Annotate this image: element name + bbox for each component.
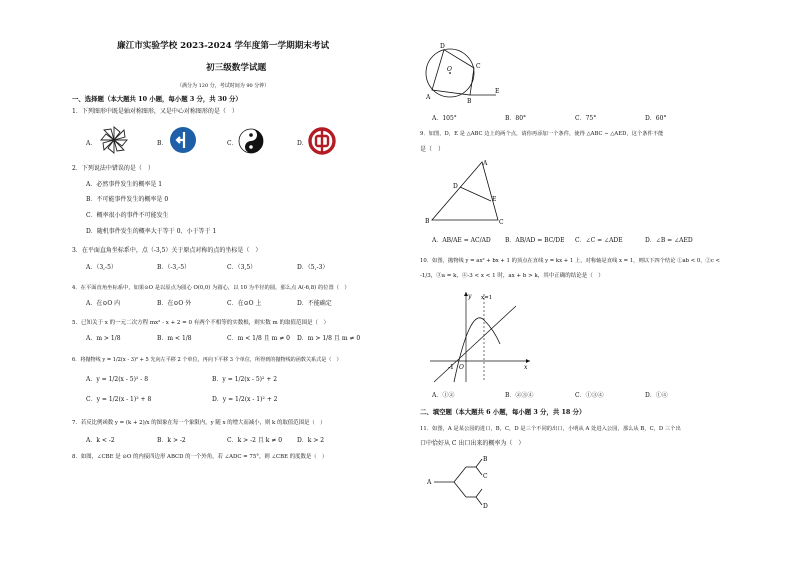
exam-title: 廉江市实验学校 2023-2024 学年度第一学期期末考试 [117, 41, 330, 51]
q10-graph-figure [426, 286, 536, 386]
q4-option-b: B．在⊙O 外 [157, 300, 192, 307]
q3-stem: 3．在平面直角坐标系中，点（-3,5）关于原点对称的点的坐标是（ ） [72, 247, 262, 254]
q5-option-a: A．m > 1/8 [86, 335, 121, 342]
q2-option-a: A．必然事件发生的概率是 1 [86, 181, 163, 188]
q1-label-d: D． [297, 140, 308, 147]
q7-stem: 7．若反比例函数 y = (k + 2)/x 的图象在每一个象限内，y 随 x 的增大而减小，则 k 的取值范围是（ ） [72, 420, 326, 426]
q9-triangle-figure [424, 157, 504, 227]
q10-label-x: x [524, 364, 528, 371]
q4-option-c: C．在⊙O 上 [227, 300, 262, 307]
q8-label-b: B [467, 98, 472, 105]
q2-option-d: D．随机事件发生的概率大于等于 0、小于等于 1 [86, 228, 217, 235]
q5-option-b: B．m < 1/8 [157, 335, 192, 342]
q9-stem-line2: 是（ ） [420, 146, 445, 153]
q10-option-a: A．①② [432, 392, 455, 399]
q9-label-a: A [483, 160, 488, 167]
q3-option-c: C．（3,5） [227, 264, 257, 271]
q11-path-figure [426, 453, 496, 513]
q8-label-d: D [440, 43, 445, 50]
q7-option-a: A．k < -2 [86, 437, 115, 444]
q2-stem: 2．下列说法中错误的是（ ） [72, 165, 154, 172]
q8-stem: 8．如图，∠CBE 是 ⊙O 的内接四边形 ABCD 的一个外角，若 ∠ADC = 75°，则 ∠CBE 的度数是（ ） [72, 454, 328, 460]
exam-subtitle: 初三级数学试题 [206, 63, 267, 73]
yin-yang-icon [238, 128, 264, 154]
q8-option-b: B．80° [505, 115, 527, 122]
q9-label-c: C [499, 219, 504, 226]
q8-circle-figure [420, 40, 510, 108]
traffic-sign-icon [169, 126, 197, 154]
q9-option-a: A．AB/AE = AC/AD [432, 237, 491, 244]
q6-option-b: B．y = 1/2(x - 5)² + 2 [212, 376, 278, 383]
q8-option-a: A．105° [432, 115, 457, 122]
q8-option-c: C．75° [575, 115, 597, 122]
q10-label-y: y [468, 293, 472, 300]
score-time-note: （满分为 120 分，考试时间为 90 分钟） [177, 83, 270, 89]
q8-label-e: E [495, 88, 500, 95]
q10-stem-line1: 10．如图，抛物线 y = ax² + bx + 1 的顶点在直线 y = kx + 1 上，对称轴是直线 x = 1，则以下四个结论 ①ab < 0，②c < [420, 258, 720, 264]
q11-stem-line2: 口中恰好从 C 出口出来的概率为（ ） [420, 440, 525, 447]
q8-option-d: D．60° [645, 115, 667, 122]
q9-stem-line1: 9．如图，D，E 是 △ABC 边上的两个点，请你再添加一个条件，使得 △ABC ∽ △AED，这个条件不能 [420, 131, 664, 137]
q11-label-d: D [483, 503, 488, 510]
q11-stem-line1: 11．如图，A 是某公园的进口，B，C，D 是三个不同的出口，小明从 A 处进入公园，那么从 B，C，D 三个出 [420, 426, 681, 432]
q1-stem: 1．下列图形中既是轴对称图形，又是中心对称图形的是（ ） [72, 108, 238, 115]
section2-heading: 二、填空题（本大题共 6 小题，每小题 3 分，共 18 分） [420, 408, 586, 416]
section1-heading: 一、选择题（本大题共 10 小题，每小题 3 分，共 30 分） [72, 95, 242, 103]
q11-label-b: B [483, 456, 488, 463]
q1-label-c: C． [227, 140, 238, 147]
q5-stem: 5．已知关于 x 的一元二次方程 mx² - x + 2 = 0 有两个不相等的实数根，则实数 m 的取值范围是（ ） [72, 320, 329, 326]
q10-label-minus1: -1 [448, 364, 454, 371]
q9-label-b: B [425, 218, 430, 225]
q8-label-o: O [447, 66, 452, 73]
q2-option-c: C．概率很小的事件不可能发生 [86, 212, 169, 219]
pinwheel-icon [98, 124, 130, 156]
q8-label-c: C [476, 63, 481, 70]
q7-option-b: B．k > -2 [157, 437, 186, 444]
q9-option-b: B．AB/AD = BC/DE [505, 237, 565, 244]
q2-option-b: B．不可能事件发生的概率是 0 [86, 196, 169, 203]
q10-option-b: B．②③④ [505, 392, 534, 399]
q10-label-x1: x=1 [481, 295, 493, 301]
q11-label-a: A [427, 479, 432, 486]
q8-label-a: A [426, 94, 431, 101]
q1-label-a: A． [86, 140, 97, 147]
q9-label-e: E [492, 196, 497, 203]
q10-label-o: O [459, 364, 464, 371]
q5-option-d: D．m > 1/8 且 m ≠ 0 [297, 335, 361, 342]
q9-label-d: D [453, 183, 458, 190]
q9-option-d: D．∠B = ∠AED [645, 237, 693, 244]
q10-stem-line2: -1/3，③a = k，④-3 < x < 1 时，ax + b > k，其中正确的结论是（ ） [420, 273, 604, 279]
q3-option-a: A．（3,-5） [86, 264, 117, 271]
q6-option-a: A．y = 1/2(x - 5)² - 8 [86, 376, 149, 383]
q7-option-c: C．k > -2 且 k ≠ 0 [227, 437, 283, 444]
q10-option-d: D．①④ [645, 392, 668, 399]
q6-stem: 6．将抛物线 y = 1/2(x - 3)² + 5 先向左平移 2 个单位，再向下平移 3 个单位，所得到的抛物线的函数关系式是（ ） [72, 357, 342, 363]
q4-option-a: A．在⊙O 内 [86, 300, 121, 307]
q4-stem: 4．在平面直角坐标系中，如果⊙O 是以原点为圆心 O(0,0) 为圆心，以 10 为半径的圆，那么点 A(-6,8) 的位置（ ） [72, 285, 350, 291]
q9-option-c: C．∠C = ∠ADE [575, 237, 623, 244]
q3-option-b: B．（-3,-5） [157, 264, 191, 271]
q11-label-c: C [483, 473, 488, 480]
q10-option-c: C．①③④ [575, 392, 604, 399]
q3-option-d: D．（5,-3） [297, 264, 329, 271]
q1-label-b: B． [157, 140, 168, 147]
q6-option-d: D．y = 1/2(x - 1)² + 2 [212, 396, 278, 403]
q6-option-c: C．y = 1/2(x - 1)² + 8 [86, 396, 152, 403]
q7-option-d: D．k > 2 [297, 437, 325, 444]
bank-of-china-logo-icon [308, 127, 336, 155]
q4-option-d: D．不能确定 [297, 300, 332, 307]
q5-option-c: C．m < 1/8 且 m ≠ 0 [227, 335, 290, 342]
